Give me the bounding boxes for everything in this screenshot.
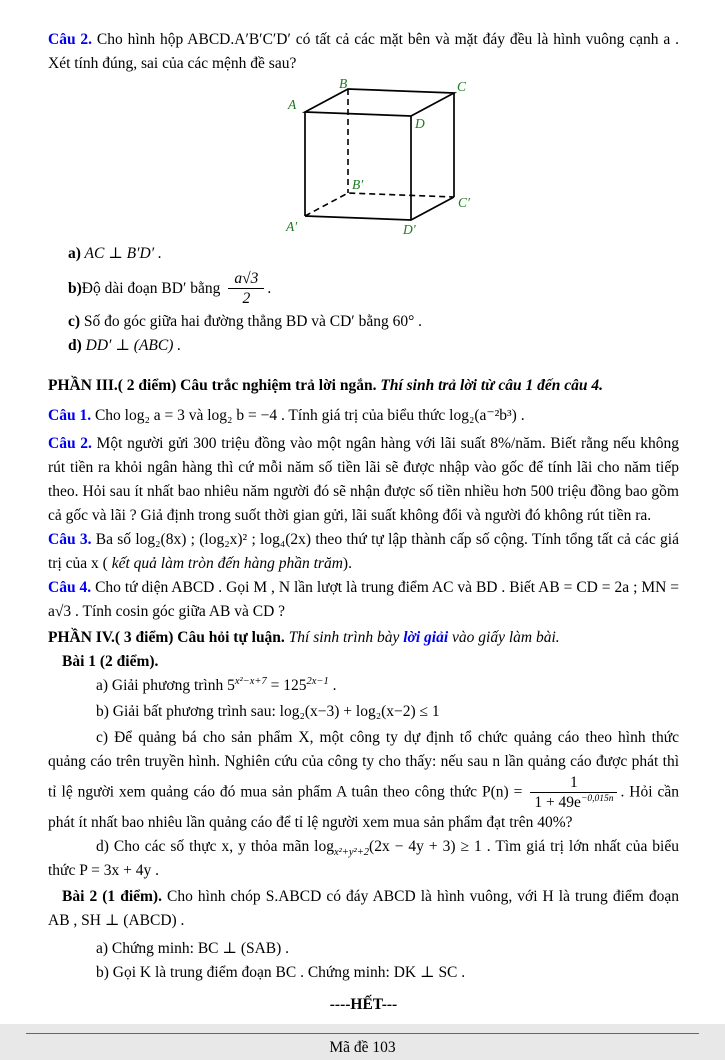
statement-a-text: AC ⊥ B′D′ . (80, 245, 162, 262)
part3-question-1-label: Câu 1. (48, 406, 92, 424)
section-4-instruction-highlight: lời giải (403, 628, 449, 646)
cube-hidden-edges (305, 89, 454, 216)
exponent-2: 2x−1 (306, 675, 329, 687)
vertex-label-b: B (339, 76, 348, 91)
statement-a (48, 242, 679, 266)
statement-c-label: c) (68, 312, 81, 330)
exercise-1-item-a-period: . (328, 676, 337, 694)
vertex-label-d: D (415, 116, 425, 131)
fraction-denominator: 2 (242, 290, 251, 308)
exercise-1-item-a-mid: = 125 (266, 676, 307, 694)
statement-c (48, 310, 679, 334)
section-4-heading (48, 626, 679, 650)
section-3-instruction: Thí sinh trả lời từ câu 1 đến câu 4. (380, 376, 603, 394)
statement-d-label: d) (68, 336, 82, 354)
statement-b-label: b) (68, 279, 82, 297)
part3-question-2-label: Câu 2. (48, 434, 92, 452)
part3-question-1 (48, 404, 679, 428)
exercise-1-item-b (48, 700, 679, 724)
statement-d-text: DD′ ⊥ (ABC) . (81, 336, 182, 354)
fraction-numerator: a√3 (228, 270, 264, 289)
section-3-heading (48, 374, 679, 398)
exercise-2-item-a (48, 937, 679, 961)
log-base-subscript: x²+y²+2 (334, 847, 370, 859)
statement-d (48, 334, 679, 358)
statement-b (48, 270, 679, 308)
part3-question-4-text: Cho tứ diện ABCD . Gọi M , N lần lượt là trung điểm AC và BD . Biết AB = CD = 2a ; MN = a√3 . Tính cosin góc giữa AB và CD ? (48, 578, 679, 620)
part3-question-3 (48, 528, 679, 576)
exercise-2-title: Bài 2 (1 điểm). (62, 888, 162, 906)
vertex-label-a-prime: A′ (286, 219, 298, 234)
section-4-instruction-1: Thí sinh trình bày (288, 628, 404, 646)
question-2-text: Cho hình hộp ABCD.A′B′C′D′ có tất cả các mặt bên và mặt đáy đều là hình vuông cạnh a . Xét tính đúng, sai của các mệnh đề sau? (48, 31, 679, 72)
vertex-label-a: A (288, 97, 297, 112)
section-3-title: PHẦN III.( 2 điểm) Câu trắc nghiệm trả lời ngắn. (48, 376, 381, 394)
denominator-exponent: −0,015n (580, 793, 614, 804)
exercise-1-heading (48, 650, 679, 674)
exercise-1-item-c-text-end: . Hỏi cần phát ít nhất bao nhiêu lần quảng cáo để tỉ lệ người xem mua sản phẩm đạt trên 40%? (48, 783, 679, 832)
exercise-2-item-a-label: a) (96, 940, 109, 958)
exercise-1-item-c (48, 726, 679, 836)
exercise-2-item-b-label: b) (96, 964, 109, 982)
end-mark: ----HẾT--- (329, 996, 398, 1014)
question-2-geometry-statement (48, 28, 679, 76)
vertex-label-c-prime: C′ (458, 195, 470, 210)
section-4-instruction-2: vào giấy làm bài. (448, 628, 560, 646)
cube-figure (280, 78, 679, 236)
exercise-1-item-c-label: c) (96, 728, 109, 746)
exercise-1-item-c-text: Để quảng bá cho sản phẩm X, một công ty dự định tổ chức quảng cáo theo hình thức quảng cáo trên truyền hình. Nghiên cứu của công ty cho thấy: nếu sau n lần quảng cáo được phát thì tỉ lệ người xem quảng cáo đó mua sản phẩm A tuân theo công thức P(n) = (48, 728, 679, 801)
exercise-1-item-d (48, 835, 679, 883)
exercise-1-item-a-text: Giải phương trình 5 (108, 676, 235, 694)
exercise-1-item-d-text-end: (2x − 4y + 3) ≥ 1 . Tìm giá trị lớn nhất của biểu thức P = 3x + 4y . (48, 838, 679, 880)
cube-vertex-labels (285, 76, 471, 237)
exercise-1-item-b-text: Giải bất phương trình sau: log₂(x−3) + log₂(x−2) ≤ 1 (108, 702, 440, 720)
exercise-2-text: Cho hình chóp S.ABCD có đáy ABCD là hình vuông, với H là trung điểm đoạn AB , SH ⊥ (ABCD) . (48, 888, 679, 930)
exercise-1-item-d-text: Cho các số thực x, y thỏa mãn log (108, 838, 334, 856)
question-2-label: Câu 2. (48, 31, 93, 48)
part3-question-2-text: Một người gửi 300 triệu đồng vào một ngân hàng với lãi suất 8%/năm. Biết rằng nếu không rút tiền ra khỏi ngân hàng thì cứ mỗi năm số tiền lãi sẽ được nhập vào gốc để tính lãi cho năm tiếp theo. Hỏi sau ít nhất bao nhiêu năm người đó sẽ nhận được số tiền nhiều hơn 500 triệu đồng bao gồm cả gốc và lãi ? Giả định trong suốt thời gian gửi, lãi suất không đổi và người đó không rút tiền ra. (48, 434, 679, 524)
footer-divider (26, 1033, 699, 1034)
part3-question-4-label: Câu 4. (48, 578, 92, 596)
statement-a-label: a) (68, 245, 81, 262)
fraction-bd-length (228, 270, 264, 308)
part3-question-2 (48, 432, 679, 528)
part3-question-3-label: Câu 3. (48, 530, 92, 548)
fraction-p-n (530, 774, 617, 812)
cube-diagram (280, 78, 480, 236)
section-4-title: PHẦN IV.( 3 điểm) Câu hỏi tự luận. (48, 628, 289, 646)
statement-c-text: Số đo góc giữa hai đường thẳng BD và CD′ bằng 60° . (80, 312, 423, 330)
fraction-p-n-numerator: 1 (530, 774, 617, 793)
exam-code: Mã đề 103 (329, 1039, 396, 1057)
exercise-1-item-d-label: d) (96, 838, 109, 856)
exercise-2-item-b (48, 961, 679, 985)
vertex-label-d-prime: D′ (403, 222, 416, 237)
part3-question-3-text-end: ). (342, 554, 352, 572)
part3-question-1-text: Cho log₂ a = 3 và log₂ b = −4 . Tính giá trị của biểu thức log₂(a⁻²b³) . (91, 406, 525, 424)
exercise-1-item-a (48, 674, 679, 698)
part3-question-4 (48, 576, 679, 624)
cube-solid-edges (305, 89, 454, 220)
part3-question-3-text: Ba số log₂(8x) ; (log₂x)² ; log₄(2x) theo thứ tự lập thành cấp số cộng. Tính tổng tất cả các giá trị của x ( (48, 530, 679, 572)
exercise-1-title: Bài 1 (2 điểm). (62, 652, 159, 670)
exercise-1-item-b-label: b) (96, 702, 109, 720)
exercise-1-item-a-label: a) (96, 676, 109, 694)
exponent-1: x²−x+7 (234, 675, 267, 687)
part3-question-3-note: kết quả làm tròn đến hàng phần trăm (111, 554, 343, 572)
exercise-2-item-a-text: Chứng minh: BC ⊥ (SAB) . (108, 940, 290, 958)
vertex-label-b-prime: B′ (352, 177, 364, 192)
fraction-p-n-denominator (530, 793, 617, 811)
statement-b-text: Độ dài đoạn BD′ bằng (81, 279, 221, 297)
exercise-2-statement (48, 885, 679, 933)
vertex-label-c: C (457, 79, 467, 94)
statement-b-period: . (267, 279, 272, 297)
exercise-2-item-b-text: Gọi K là trung điểm đoạn BC . Chứng minh: DK ⊥ SC . (108, 964, 466, 982)
denominator-base: 1 + 49e (534, 794, 581, 812)
